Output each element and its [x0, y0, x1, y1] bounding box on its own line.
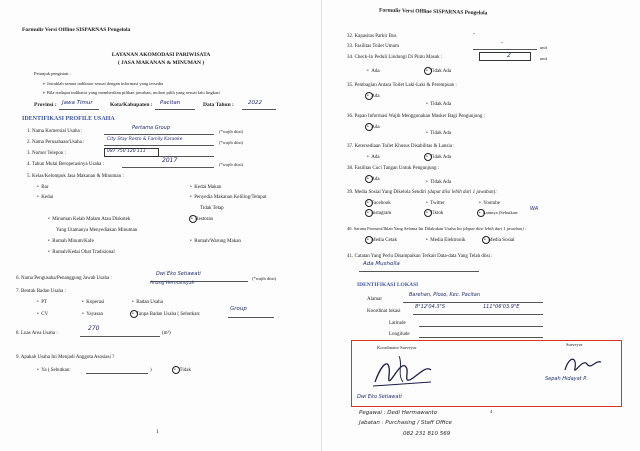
q1-wajib: (*wajib diisi)	[219, 129, 244, 134]
q1-label: 1. Nama Komersial Usaha :	[27, 129, 83, 134]
q1-value: Pertama Group	[132, 125, 171, 131]
provinsi-value: Jawa Timur	[62, 100, 93, 106]
form-subtitle: ( JASA MAKANAN & MINUMAN )	[117, 60, 205, 66]
longitude-label: Longitude	[389, 332, 410, 337]
page-number-left: 1	[156, 429, 159, 435]
q2-value: City Stay Resto & Family Karaoke	[107, 137, 183, 142]
q34-value: 2	[507, 52, 511, 59]
opt-penyedia-2: Tidak Tetap	[200, 206, 224, 211]
q6-value-1: Dwi Eko Setiawati	[156, 271, 201, 277]
q2-label: 2. Nama Perusahaan/Usaha :	[27, 140, 85, 145]
q5-label: 5. Kelas/Kelompok Jasa Makanan & Minuman :	[27, 174, 124, 179]
surveyor-signature-icon	[561, 352, 605, 378]
q33-value: -	[501, 40, 503, 46]
q38-ada: • Ada	[367, 177, 380, 182]
q4-label: 4. Tahun Mulai Beroperasinya Usaha :	[27, 162, 105, 167]
q8-line	[80, 336, 160, 337]
q32-label: 32. Kapasitas Parkir Bus	[347, 34, 397, 39]
q35-label: 35. Pembagian Antara Toilet Laki-Laki & Perempuan :	[347, 83, 457, 88]
opt-lainnya-value: WA	[530, 206, 539, 212]
q38-label: 38. Fasilitas Cuci Tangan Untuk Pengunjung :	[347, 166, 440, 171]
instruction-1: ➢ Jawablah semua indikator sesuai dengan informasi yang tersedia	[42, 81, 164, 86]
opt-tidak: • Tidak	[174, 368, 192, 373]
instructions-title: Petunjuk pengisian :	[34, 71, 71, 76]
surveyor-name: Sepah Hidayat P.	[545, 376, 588, 382]
koordinat-label: Koordinat lokasi	[367, 309, 401, 314]
opt-rumah-minum: • Rumah Minum/Kafe	[48, 239, 94, 244]
instruction-2: ➢ Bila terdapat indikator yang memberikan pilihan jawaban, mohon pilih yang sesuai lalu lingkari	[42, 90, 220, 95]
footnote-phone: 082 231 810 569	[403, 431, 451, 437]
q9-label: 9. Apakah Usaha Ini Menjadi Anggota Asosiasi ?	[16, 355, 115, 360]
form-title: LAYANAN AKOMODASI PARIWISATA	[111, 52, 211, 58]
opt-pt: • PT	[37, 300, 48, 305]
longitude-line	[419, 337, 543, 338]
q34-box	[479, 52, 531, 61]
opt-kedai-makan: • Kedai Makan	[190, 185, 222, 190]
q34-label: 34. Check-In Peduli Lindungi Di Pintu Masuk :	[347, 55, 443, 60]
q36-ada: • Ada	[367, 125, 380, 130]
opt-minuman-2: Yang Utamanya Menyediakan Minuman	[56, 228, 138, 233]
opt-instagram: • Instagram	[367, 211, 392, 216]
q41-label: 41. Catatan Yang Perlu Disampaikan Terkait Data-data Yang Telah diisi :	[347, 254, 493, 259]
opt-facebook: • Facebook	[367, 201, 391, 206]
q8-unit: (m²)	[162, 331, 171, 336]
q33-line	[473, 49, 537, 50]
q4-wajib: (*wajib diisi)	[219, 162, 244, 167]
kota-value: Pacitan	[160, 100, 181, 106]
tahun-label: Data Tahun :	[203, 102, 234, 108]
surveyor-label: Surveyor	[566, 342, 583, 347]
opt-minuman: • Minuman Kelab Malam Atau Diskotek	[48, 217, 131, 222]
q8-value: 270	[88, 325, 100, 332]
opt-ya: • Ya ( Sebutkan:	[37, 368, 71, 373]
footnote-pegawai: Pegawai : Dedi Hermawanto	[359, 410, 438, 416]
lokasi-title: IDENTIFIKASI LOKASI	[357, 282, 419, 288]
q37-label: 37. Ketersediaan Toilet Khusus Disabilitas & Lansia :	[347, 144, 455, 149]
opt-media-sosial: • Media Sosial	[484, 238, 515, 243]
koordinator-name: Dwi Eko Setiawati	[357, 394, 402, 400]
q33-unit: unit	[540, 45, 548, 50]
opt-twitter: • Twitter	[426, 201, 445, 206]
q37-ada: • Ada	[367, 155, 380, 160]
koordinator-signature-icon	[369, 352, 439, 396]
page-number-right: 4	[490, 409, 493, 414]
form-header: Formulir Versi Offline SISPARNAS Pengelola	[22, 27, 131, 33]
opt-rumah-kedai: • Rumah/Kedai Obat Tradisional	[48, 250, 115, 255]
q6-label: 6. Nama Pengusaha/Penanggung Jawab Usaha :	[16, 276, 112, 281]
opt-restoran: • Restoran	[191, 217, 214, 222]
q8-label: 8. Luas Area Usaha :	[16, 331, 58, 336]
opt-penyedia: • Penyedia Makanan Keliling/Tempat	[190, 195, 267, 200]
opt-cv: • CV	[37, 312, 49, 317]
q6-value-2: Anang Hermansyah	[150, 281, 195, 286]
kota-line	[155, 109, 195, 110]
q39-label: 39. Media Sosial Yang Dikelola Sendiri (dapat diisi lebih dari 1 jawaban):	[347, 190, 497, 195]
q2-wajib: (*wajib diisi)	[219, 140, 244, 145]
tanpa-badan-line	[228, 317, 274, 318]
q41-line	[359, 271, 479, 272]
alamat-label: Alamat	[367, 297, 382, 302]
q37-tidak-ada: • Tidak Ada	[426, 155, 452, 160]
provinsi-line	[59, 109, 99, 110]
q40-label: 40. Sarana Promosi/Iklan Yang Selama Ini Dilakukan Usaha Ini (dapat diisi lebih dari 1 jawaban) :	[347, 226, 527, 231]
q4-value: 2017	[162, 157, 178, 164]
opt-bar: • Bar	[37, 185, 49, 190]
q34-tidak-ada: • Tidak Ada	[426, 69, 452, 74]
q3-label: 3. Nomor Telepon :	[27, 151, 66, 156]
tahun-line	[242, 109, 276, 110]
alamat-value: Barehan, Ploso, Kec. Pacitan	[409, 292, 481, 298]
kota-label: Kota/Kabupaten :	[110, 102, 153, 108]
q6-wajib: (*wajib diisi)	[252, 276, 277, 281]
latitude-line	[419, 326, 543, 327]
opt-rumah-warung: • Rumah/Warung Makan	[190, 239, 241, 244]
q3-value: 087 750 120 111	[107, 149, 146, 154]
tanpa-badan-value: Group	[230, 306, 247, 312]
latitude-label: Latitude	[389, 321, 406, 326]
q1-line	[104, 134, 214, 135]
opt-yayasan: • Yayasan	[82, 312, 103, 317]
opt-tanpa-badan: • Tanpa Badan Usaha ( Sebutkan:	[132, 312, 201, 317]
opt-kedai: • Kedai	[37, 195, 54, 200]
q32-value: -	[473, 31, 475, 37]
q34-unit: unit	[540, 56, 548, 61]
koordinat-value-1: 8°12'04.3"S	[415, 304, 446, 310]
q36-tidak-ada: • Tidak Ada	[426, 131, 452, 136]
opt-media-cetak: • Media Cetak	[367, 238, 397, 243]
q36-label: 36. Papan Informasi Wajib Menggunakan Masker Bagi Pengunjung :	[347, 114, 485, 119]
q35-tidak-ada: • Tidak Ada	[426, 102, 452, 107]
opt-tiktok: • Tiktok	[426, 211, 444, 216]
q2-line	[104, 145, 214, 146]
q34-ada: • Ada	[367, 69, 380, 74]
q38-tidak-ada: • Tidak Ada	[426, 180, 452, 185]
form-header-right: Formulir Versi Offline SISPARNAS Pengelola	[378, 7, 488, 17]
koordinat-value-2: 111°06'03.9"E	[483, 304, 520, 310]
provinsi-label: Provinsi :	[34, 102, 57, 108]
alamat-line	[403, 302, 543, 303]
opt-koperasi: • Koperasi	[82, 300, 105, 305]
opt-media-elektronik: • Media Elektronik	[426, 238, 466, 243]
q33-label: 33. Fasilitas Toilet Umum	[347, 44, 400, 49]
form-page-right	[323, 0, 640, 451]
q41-value: Ada Musholla	[363, 261, 400, 267]
koordinator-label: Koordinator Surveyor	[377, 345, 417, 350]
footnote-jabatan: Jabatan : Purchasing / Staff Office	[359, 420, 452, 426]
q35-ada: • Ada	[367, 94, 380, 99]
opt-ya-close: )	[150, 368, 152, 373]
opt-youtube: • Youtube	[479, 201, 500, 206]
koordinat-line	[413, 314, 543, 315]
opt-badan-usaha: • Badan Usaha	[132, 300, 163, 305]
q7-label: 7. Bentuk Badan Usaha :	[16, 289, 66, 294]
opt-ya-line	[86, 373, 148, 374]
section-title-profile: IDENTIFIKASI PROFILE USAHA	[22, 116, 115, 122]
tahun-value: 2022	[248, 100, 262, 106]
q4-line	[122, 167, 214, 168]
opt-lainnya: • Lainnya (Sebutkan:	[479, 210, 519, 215]
